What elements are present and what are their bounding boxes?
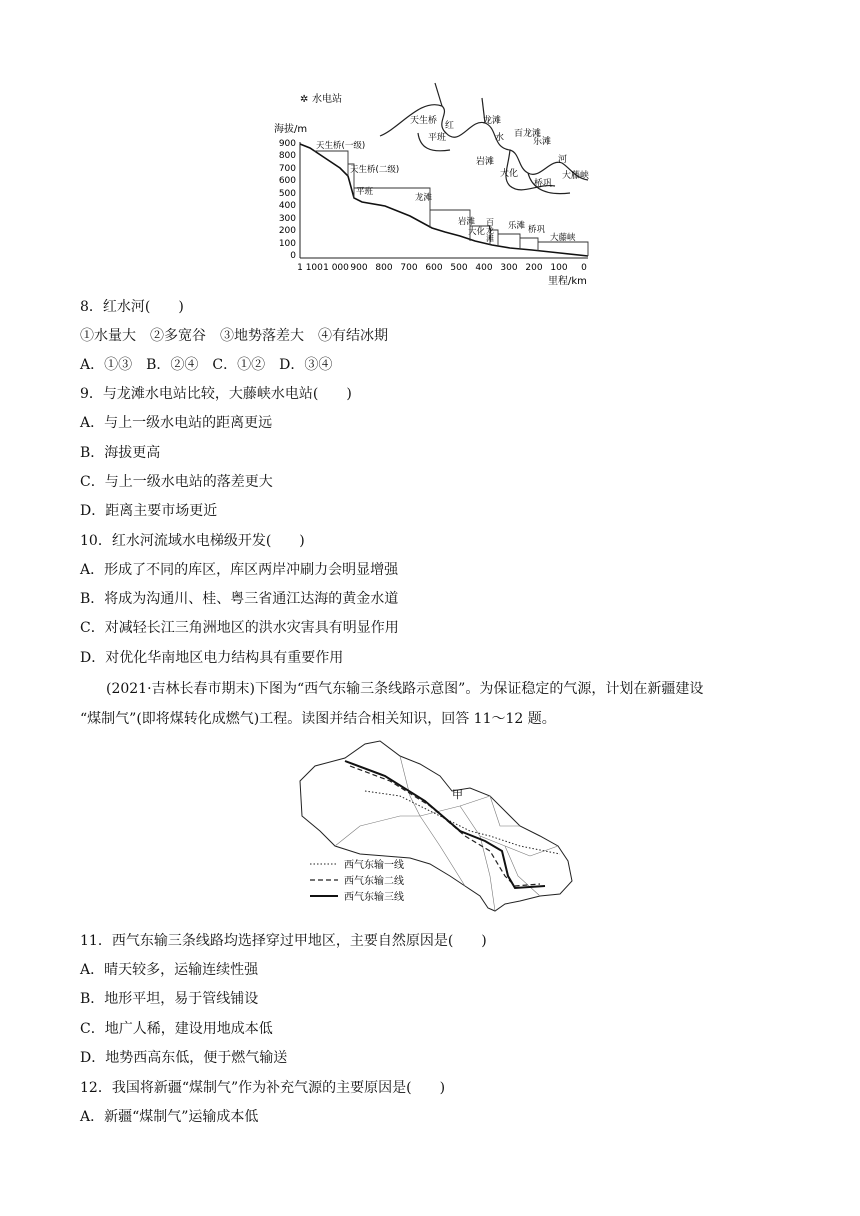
q9-stem: 9．与龙滩水电站比较，大藤峡水电站( ) <box>80 386 352 402</box>
x-ticks <box>297 263 587 273</box>
station-yantan: 岩滩 <box>458 217 476 227</box>
station-tianshengqiao-2: 天生桥(二级) <box>350 165 400 175</box>
q9-option-b: B．海拔更高 <box>80 445 161 461</box>
intro-line-1: (2021·吉林长春市期末)下图为“西气东输三条线路示意图”。为保证稳定的气源，计划在新疆建设 <box>106 681 704 697</box>
map-label-shui: 水 <box>495 133 505 143</box>
map-label-pingban: 平班 <box>428 133 447 143</box>
map-label-hong: 红 <box>445 121 455 131</box>
station-tianshengqiao-1: 天生桥(一级) <box>316 141 366 151</box>
q9-option-d: D．距离主要市场更近 <box>80 503 218 519</box>
map-label-dahua: 大化 <box>500 169 519 179</box>
q10-option-d: D．对优化华南地区电力结构具有重要作用 <box>80 650 344 666</box>
y-tick: 600 <box>278 176 296 186</box>
x-tick: 100 <box>550 263 568 273</box>
label-jia: 甲 <box>452 788 463 801</box>
map-label-qiaogong: 桥巩 <box>534 179 553 189</box>
q8-answers: A．①③ B．②④ C．①② D．③④ <box>80 357 333 373</box>
station-pingban: 平班 <box>356 187 374 197</box>
q12-stem: 12．我国将新疆“煤制气”作为补充气源的主要原因是( ) <box>80 1080 446 1096</box>
west-east-gas-map <box>290 736 580 918</box>
y-tick: 0 <box>290 251 296 261</box>
x-tick: 400 <box>475 263 493 273</box>
y-tick: 200 <box>278 226 296 236</box>
map-label-yantan: 岩滩 <box>476 157 495 167</box>
x-tick: 700 <box>400 263 418 273</box>
map-label-datengxia: 大藤峡 <box>562 171 590 181</box>
station-longtan: 龙滩 <box>415 193 433 203</box>
y-tick: 900 <box>278 139 296 149</box>
legend-line-1: 西气东输一线 <box>344 860 404 871</box>
station-qiaogong: 桥巩 <box>528 225 546 235</box>
hydro-station-icon: ✲ <box>300 94 309 105</box>
q11-stem: 11．西气东输三条线路均选择穿过甲地区，主要自然原因是( ) <box>80 933 487 949</box>
q8-options: ①水量大 ②多宽谷 ③地势落差大 ④有结冰期 <box>80 328 388 344</box>
intro-line-2: “煤制气”(即将煤转化成燃气)工程。读图并结合相关知识，回答 11～12 题。 <box>80 711 556 727</box>
y-tick: 100 <box>278 239 296 249</box>
x-tick: 0 <box>581 263 587 273</box>
y-tick: 300 <box>278 214 296 224</box>
y-tick: 400 <box>278 201 296 211</box>
legend-line-3: 西气东输三线 <box>344 892 404 903</box>
q11-option-a: A．晴天较多，运输连续性强 <box>80 962 259 978</box>
x-tick: 1 100 <box>297 263 323 273</box>
x-tick: 600 <box>425 263 443 273</box>
river-profile-line <box>300 144 588 256</box>
station-dahua: 大化 <box>468 227 486 237</box>
figure1-y-axis-label: 海拔/m <box>274 124 308 135</box>
station-letan: 乐滩 <box>508 221 526 231</box>
figure1-x-axis-label: 里程/km <box>548 276 587 287</box>
y-tick: 700 <box>278 164 296 174</box>
x-tick: 500 <box>450 263 468 273</box>
y-tick: 500 <box>278 189 296 199</box>
q8-stem: 8．红水河( ) <box>80 299 184 315</box>
q10-option-c: C．对减轻长江三角洲地区的洪水灾害具有明显作用 <box>80 620 399 636</box>
map-label-letan: 乐滩 <box>533 137 552 147</box>
river-map <box>380 83 588 194</box>
q11-option-b: B．地形平坦，易于管线铺设 <box>80 991 259 1007</box>
q10-stem: 10．红水河流域水电梯级开发( ) <box>80 533 305 549</box>
figure1-legend: 水电站 <box>312 94 342 105</box>
map-label-bailongtan: 百龙滩 <box>514 129 542 139</box>
q11-option-d: D．地势西高东低，便于燃气输送 <box>80 1050 288 1066</box>
map-label-longtan: 龙滩 <box>483 116 502 126</box>
legend-line-2: 西气东输二线 <box>344 876 404 887</box>
x-tick: 200 <box>525 263 543 273</box>
x-tick: 1 000 <box>323 263 349 273</box>
q10-option-a: A．形成了不同的库区，库区两岸冲刷力会明显增强 <box>80 562 399 578</box>
gas-map-legend <box>310 858 404 903</box>
gas-map-svg <box>290 736 580 918</box>
q9-option-c: C．与上一级水电站的落差更大 <box>80 474 273 490</box>
hydropower-figure <box>270 78 600 290</box>
q10-option-b: B．将成为沟通川、桂、粤三省通江达海的黄金水道 <box>80 591 399 607</box>
china-outline <box>300 741 572 911</box>
y-ticks <box>279 139 296 261</box>
map-label-tianshengqiao: 天生桥 <box>410 116 438 126</box>
hydropower-figure-svg <box>270 78 600 290</box>
q11-option-c: C．地广人稀，建设用地成本低 <box>80 1021 273 1037</box>
q12-option-a: A．新疆“煤制气”运输成本低 <box>80 1109 259 1125</box>
x-tick: 300 <box>500 263 518 273</box>
map-label-he: 河 <box>558 155 568 165</box>
x-tick: 900 <box>350 263 368 273</box>
q9-option-a: A．与上一级水电站的距离更远 <box>80 415 273 431</box>
station-bailongtan: 百龙滩 <box>485 218 495 242</box>
station-datengxia: 大藤峡 <box>550 233 576 243</box>
x-tick: 800 <box>375 263 393 273</box>
y-tick: 800 <box>278 151 296 161</box>
